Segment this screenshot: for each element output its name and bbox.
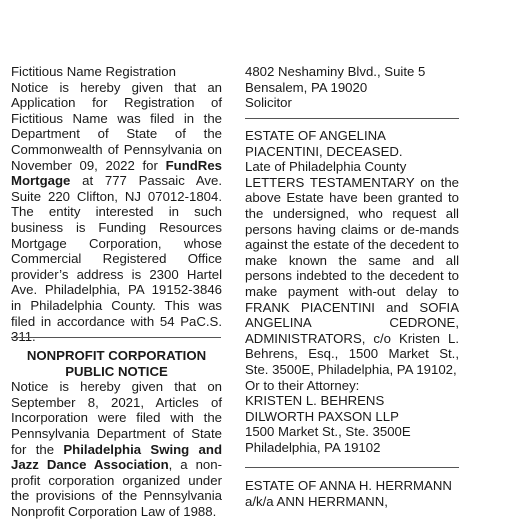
- attorney-line: 1500 Market St., Ste. 3500E: [245, 424, 411, 440]
- notice-body: Notice is hereby given that an Application for Registration of Fictitious Name was filed in the Department of State of the Commonwealth of Pennsylvania on November 09, 2022 for FundRes Mortgage at 777 Passaic Ave. Suite 220 Clifton, NJ 07012-1804. The entity interested in such business is Funding Resources Mortgage Corporation, whose Commercial Registered Office provider’s address is 2300 Hartel Ave. Philadelphia, PA 19152-3846 in Philadelphia County. This was filed in accordance with 54 PaC.S. 311.: [11, 79, 222, 345]
- nonprofit-notice: [11, 348, 222, 520]
- notice-heading: Fictitious Name Registration: [11, 64, 176, 79]
- address-line: 4802 Neshaminy Blvd., Suite 5: [245, 64, 426, 79]
- left-column: [11, 64, 222, 345]
- estate-title: PIACENTINI, DECEASED.: [245, 143, 403, 159]
- right-column: [245, 64, 459, 111]
- attorney-line: Philadelphia, PA 19102: [245, 439, 381, 455]
- fictitious-name-notice: [11, 64, 222, 345]
- estate-county: Late of Philadelphia County: [245, 159, 407, 175]
- divider: [245, 467, 459, 468]
- estate-title: a/k/a ANN HERRMANN,: [245, 493, 388, 509]
- estate-notice-piacentini: [245, 128, 459, 455]
- divider: [245, 118, 459, 119]
- business-name: FundRes Mortgage: [11, 157, 222, 189]
- notice-heading: NONPROFIT CORPORATION: [26, 348, 207, 363]
- divider: [11, 337, 221, 338]
- attorney-line: DILWORTH PAXSON LLP: [245, 408, 399, 424]
- notice-subheading: PUBLIC NOTICE: [65, 363, 168, 379]
- notice-body: Notice is hereby given that on September 8, 2021, Articles of Incorporation were filed with the Pennsylvania Department of State for the Philadelphia Swing and Jazz Dance Association, a non-profit corporation organized under the provisions of the Pennsylvania Nonprofit Corporation Law of 1988.: [11, 379, 222, 519]
- organization-name: Philadelphia Swing and Jazz Dance Association: [11, 441, 222, 473]
- estate-body: LETTERS TESTAMENTARY on the above Estate have been granted to the undersigned, who request all persons having claims or de-mands against the estate of the decedent to make known the same and all persons indebted to the decedent to make payment with-out delay to FRANK PIACENTINI and SOFIA ANGELINA CEDRONE, ADMINISTRATORS, c/o Kristen L. Behrens, Esq., 1500 Market St., Ste. 3500E, Philadelphia, PA 19102,: [245, 174, 459, 377]
- estate-notice-herrmann: [245, 478, 459, 509]
- address-line: Bensalem, PA 19020: [245, 79, 368, 95]
- estate-title: ESTATE OF ANGELINA: [245, 128, 386, 143]
- attorney-line: KRISTEN L. BEHRENS: [245, 393, 385, 409]
- attorney-line: Or to their Attorney:: [245, 377, 360, 393]
- estate-title: ESTATE OF ANNA H. HERRMANN: [245, 478, 452, 493]
- role-line: Solicitor: [245, 95, 292, 111]
